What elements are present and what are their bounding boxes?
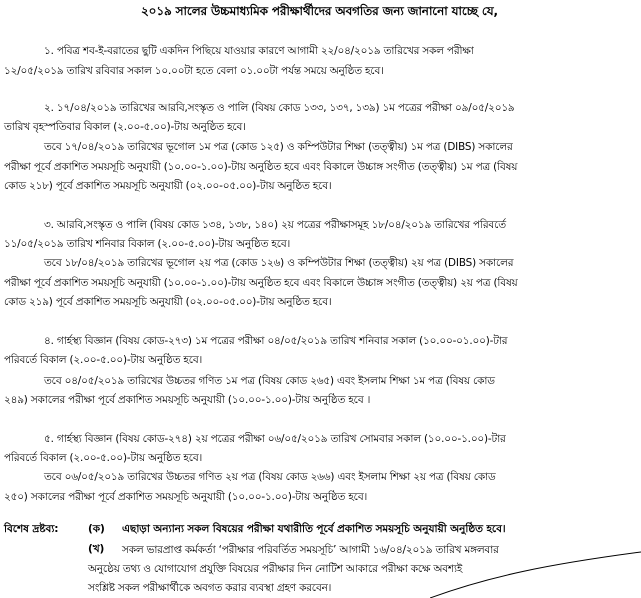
item-5-line-3: তবে ০৬/০৫/২০১৯ তারিখের উচ্চতর গণিত ২য় পত্র (বিষয় কোড ২৬৬) এবং ইসলাম শিক্ষা ২য় পত্র (বিষয় কোড (44, 471, 496, 483)
item-2-line-1: ২. ১৭/০৪/২০১৯ তারিখের আরবি,সংস্কৃত ও পালি (বিষয় কোড ১৩৩, ১৩৭, ১৩৯) ১ম পত্রের পরীক্ষা ০৯/০৫/২০১৯ (44, 102, 515, 114)
item-5-line-1: ৫. গার্হস্থ্য বিজ্ঞান (বিষয় কোড-২৭৪) ২য় পত্রের পরীক্ষা ০৬/০৫/২০১৯ তারিখ সোমবার সকাল (১০.০০-১.০০)-টার (44, 433, 506, 445)
special-note-b-line-3: সংশ্লিষ্ট সকল পরীক্ষার্থীকে অবগত করার ব্যবস্থা গ্রহণ করবেন। (88, 582, 332, 594)
item-2-line-5: কোড ২১৮) পূর্বে প্রকাশিত সময়সূচি অনুযায়ী (০২.০০-০৫.০০)-টায় অনুষ্ঠিত হবে। (4, 180, 332, 192)
item-4-line-3: তবে ০৪/০৫/২০১৯ তারিখের উচ্চতর গণিত ১ম পত্র (বিষয় কোড ২৬৫) এবং ইসলাম শিক্ষা ১ম পত্র (বিষয় কোড (44, 375, 495, 387)
special-note-label: বিশেষ দ্রষ্টব্য: (4, 523, 59, 535)
special-note-a-mark: (ক) (88, 523, 105, 535)
item-4-line-1: ৪. গার্হস্থ্য বিজ্ঞান (বিষয় কোড-২৭৩) ১ম পত্রের পরীক্ষা ০৪/০৫/২০১৯ তারিখ শনিবার সকাল (১০.০০-০১.০০)-টার (44, 335, 508, 347)
special-note-b-mark: (খ) (88, 543, 105, 555)
item-2-line-4: পরীক্ষা পূর্বে প্রকাশিত সময়সূচি অনুযায়ী (১০.০০-১.০০)-টায় অনুষ্ঠিত হবে এবং বিকালে উচ্চাঙ্গ সংগীত (তত্ত্বীয়) ১ম পত্র (বিষয় (4, 161, 518, 173)
item-5-line-2: পরিবর্তে বিকাল (২.০০-৫.০০)-টায় অনুষ্ঠিত হবে। (4, 452, 203, 464)
item-4-line-2: পরিবর্তে বিকাল (২.০০-৫.০০)-টায় অনুষ্ঠিত হবে। (4, 354, 203, 366)
item-2-line-2: তারিখ বৃহস্পতিবার বিকাল (২.০০-৫.০০)-টায় অনুষ্ঠিত হবে। (4, 121, 246, 133)
item-3-line-4: পরীক্ষা পূর্বে প্রকাশিত সময়সূচি অনুযায়ী (১০.০০-১.০০)-টায় অনুষ্ঠিত হবে এবং বিকালে উচ্চাঙ্গ সংগীত (তত্ত্বীয়) ২য় পত্র (বিষয় (4, 277, 518, 289)
special-note-b-line-1: সকল ভারপ্রাপ্ত কর্মকর্তা ‘পরীক্ষার পরিবর্তিত সময়সূচি’ আগামী ১৬/০৪/২০১৯ তারিখ মঙ্গলবার (122, 544, 499, 556)
item-3-line-5: কোড ২১৯) পূর্বে প্রকাশিত সময়সূচি অনুযায়ী (০২.০০-০৫.০০)-টায় অনুষ্ঠিত হবে। (4, 296, 332, 308)
item-3-line-1: ৩. আরবি,সংস্কৃত ও পালি (বিষয় কোড ১৩৪, ১৩৮, ১৪০) ২য় পত্রের পরীক্ষাসমূহ ১৮/০৪/২০১৯ তারিখের পরিবর্তে (44, 219, 506, 231)
item-5-line-4: ২৫০) সকালের পরীক্ষা পূর্বে প্রকাশিত সময়সূচি অনুযায়ী (১০.০০-১.০০)-টায় অনুষ্ঠিত হবে। (4, 491, 368, 503)
item-3-line-3: তবে ১৮/০৪/২০১৯ তারিখের ভূগোল ২য় পত্র (কোড ১২৬) ও কম্পিউটার শিক্ষা (তত্ত্বীয়) ২য় পত্র (DIBS) সকালের (44, 257, 514, 269)
special-note-b-line-2: অনুষ্ঠেয় তথ্য ও যোগাযোগ প্রযুক্তি বিষয়ের পরীক্ষার দিন নোটিশ আকারে পরীক্ষা কক্ষে অবশ্যই (88, 563, 463, 575)
item-1-line-2: ১২/০৫/২০১৯ তারিখ রবিবার সকাল ১০.০০টা হতে বেলা ০১.০০টা পর্যন্ত সময়ে অনুষ্ঠিত হবে। (4, 65, 384, 77)
special-note-a-text: এছাড়া অন্যান্য সকল বিষয়ের পরীক্ষা যথারীতি পূর্বে প্রকাশিত সময়সূচি অনুযায়ী অনুষ্ঠিত হবে। (122, 523, 506, 535)
item-4-line-4: ২৪৯) সকালের পরীক্ষা পূর্বে প্রকাশিত সময়সূচি অনুযায়ী (১০.০০-১.০০)-টায় অনুষ্ঠিত হবে । (4, 394, 371, 406)
item-2-line-3: তবে ১৭/০৪/২০১৯ তারিখের ভূগোল ১ম পত্র (কোড ১২৫) ও কম্পিউটার শিক্ষা (তত্ত্বীয়) ১ম পত্র (DIBS) সকালের (44, 141, 513, 153)
notice-title: ২০১৯ সালের উচ্চমাধ্যমিক পরীক্ষার্থীদের অবগতির জন্য জানানো যাচ্ছে যে, (141, 4, 498, 18)
item-1-line-1: ১. পবিত্র শব-ই-বরাতের ছুটি একদিন পিছিয়ে যাওয়ার কারণে আগামী ২২/০৪/২০১৯ তারিখের সকল পরীক্ষা (44, 45, 474, 57)
item-3-line-2: ১১/০৫/২০১৯ তারিখ শনিবার বিকাল (২.০০-৫.০০)-টায় অনুষ্ঠিত হবে। (4, 238, 291, 250)
